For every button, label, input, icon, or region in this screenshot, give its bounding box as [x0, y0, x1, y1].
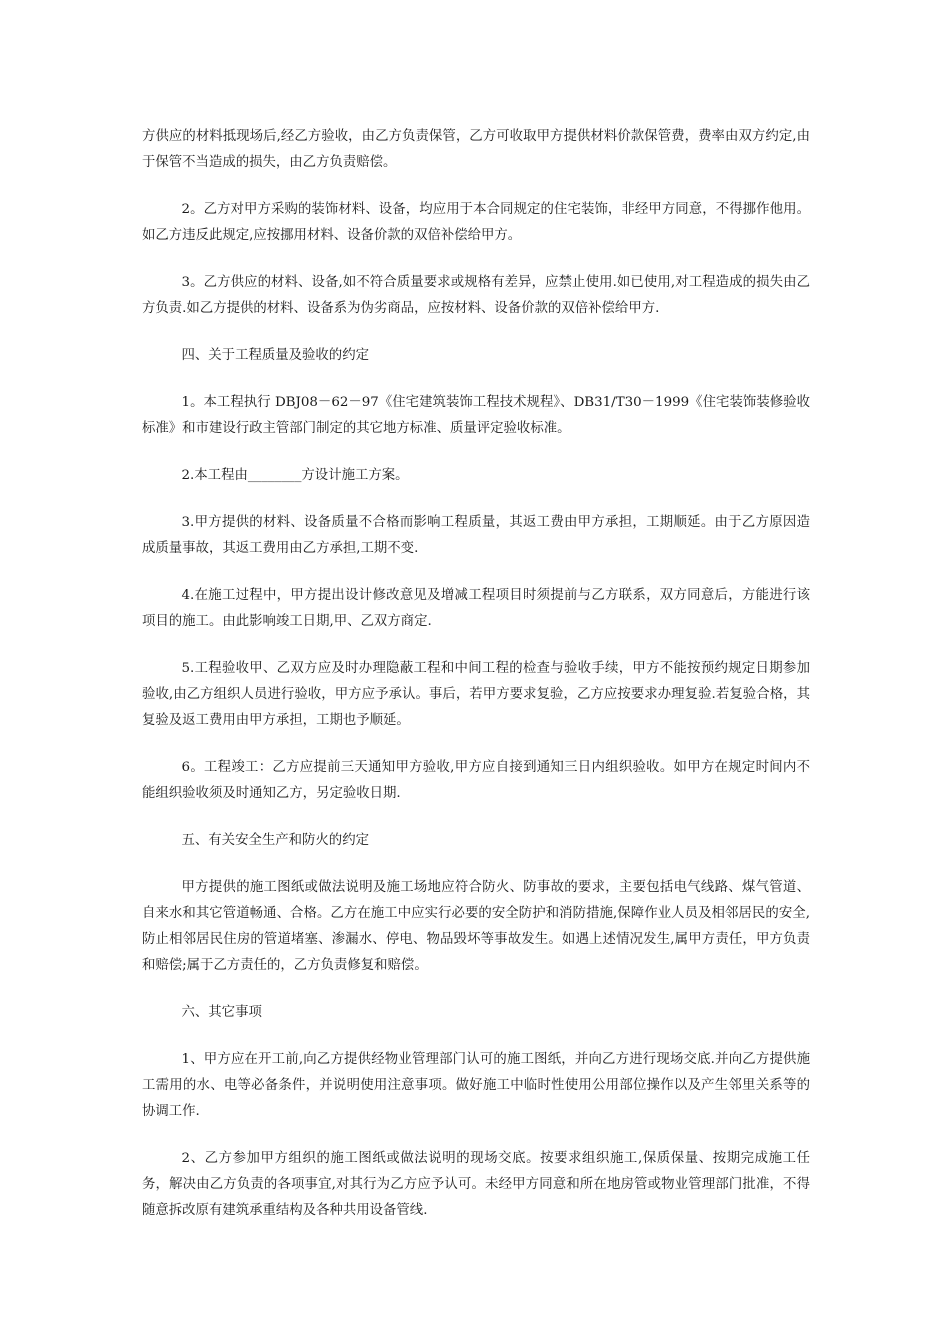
- document-page: [142, 124, 810, 1245]
- paragraph-safety: 甲方提供的施工图纸或做法说明及施工场地应符合防火、防事故的要求，主要包括电气线路、煤气管道、自来水和其它管道畅通、合格。乙方在施工中应实行必要的安全防护和消防措施,保障作业人员及相邻居民的安全,防止相邻居民住房的管道堵塞、渗漏水、停电、物品毁坏等事故发生。如遇上述情况发生,属甲方责任，甲方负责和赔偿;属于乙方责任的，乙方负责修复和赔偿。: [142, 880, 810, 973]
- paragraph-materials-quality: 3。乙方供应的材料、设备,如不符合质量要求或规格有差异，应禁止使用.如已使用,对工程造成的损失由乙方负责.如乙方提供的材料、设备系为伪劣商品，应按材料、设备价款的双倍补偿给甲方.: [142, 275, 810, 316]
- section-heading-quality-acceptance: 四、关于工程质量及验收的约定: [181, 348, 369, 363]
- paragraph-party-b-duties: 2、乙方参加甲方组织的施工图纸或做法说明的现场交底。按要求组织施工,保质保量、按期完成施工任务，解决由乙方负责的各项事宜,对其行为乙方应予认可。未经甲方同意和所在地房管或物业管理部门批准，不得随意拆改原有建筑承重结构及各种共用设备管线.: [142, 1151, 810, 1218]
- paragraph-rework-cost: 3.甲方提供的材料、设备质量不合格而影响工程质量，其返工费由甲方承担，工期顺延。由于乙方原因造成质量事故，其返工费用由乙方承担,工期不变.: [142, 515, 810, 556]
- paragraph-party-a-duties: 1、甲方应在开工前,向乙方提供经物业管理部门认可的施工图纸，并向乙方进行现场交底.并向乙方提供施工需用的水、电等必备条件，并说明使用注意事项。做好施工中临时性使用公用部位操作以及产生邻里关系等的协调工作.: [142, 1052, 810, 1119]
- section-heading-other-matters: 六、其它事项: [181, 1005, 262, 1020]
- paragraph-materials-custody: 方供应的材料抵现场后,经乙方验收，由乙方负责保管，乙方可收取甲方提供材料价款保管费，费率由双方约定,由于保管不当造成的损失，由乙方负责赔偿。: [142, 129, 810, 170]
- paragraph-design-changes: 4.在施工过程中，甲方提出设计修改意见及增减工程项目时须提前与乙方联系，双方同意后，方能进行该项目的施工。由此影响竣工日期,甲、乙双方商定.: [142, 588, 810, 629]
- section-heading-safety-fire: 五、有关安全生产和防火的约定: [181, 833, 369, 848]
- paragraph-materials-misuse: 2。乙方对甲方采购的装饰材料、设备，均应用于本合同规定的住宅装饰，非经甲方同意，不得挪作他用。如乙方违反此规定,应按挪用材料、设备价款的双倍补偿给甲方。: [142, 202, 810, 243]
- paragraph-completion: 6。工程竣工：乙方应提前三天通知甲方验收,甲方应自接到通知三日内组织验收。如甲方在规定时间内不能组织验收须及时通知乙方，另定验收日期.: [142, 760, 810, 801]
- paragraph-design-party: 2.本工程由________方设计施工方案。: [181, 468, 409, 483]
- paragraph-standards: 1。本工程执行 DBJ08－62－97《住宅建筑装饰工程技术规程》、DB31/T30－1999《住宅装饰装修验收标准》和市建设行政主管部门制定的其它地方标准、质量评定验收标准。: [142, 395, 810, 436]
- paragraph-inspection: 5.工程验收甲、乙双方应及时办理隐蔽工程和中间工程的检查与验收手续，甲方不能按预约规定日期参加验收,由乙方组织人员进行验收，甲方应予承认。事后，若甲方要求复验，乙方应按要求办理复验.若复验合格，其复验及返工费用由甲方承担，工期也予顺延。: [142, 661, 810, 728]
